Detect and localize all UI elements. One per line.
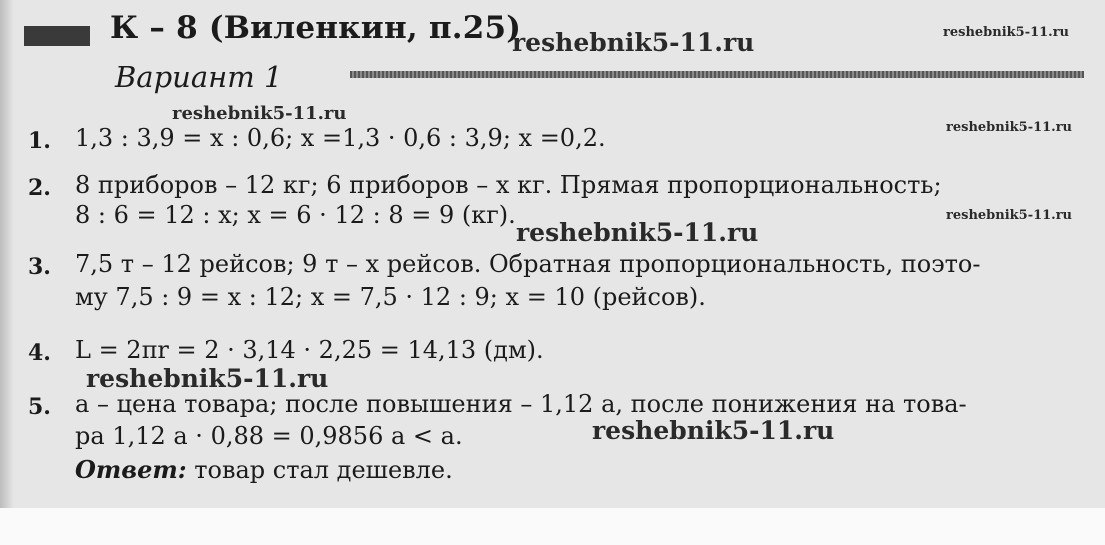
watermark: reshebnik5-11.ru (516, 218, 759, 247)
item-number: 4. (28, 340, 51, 366)
variant-heading: Вариант 1 (115, 60, 283, 94)
page-title: К – 8 (Виленкин, п.25) (110, 10, 522, 46)
item-text: a – цена товара; после повышения – 1,12 a, после понижения на това- (75, 390, 967, 418)
watermark: reshebnik5-11.ru (512, 28, 755, 57)
answer-text: товар стал дешевле. (194, 456, 453, 484)
scan-bottom-margin (0, 508, 1105, 545)
item-text: L = 2πr = 2 · 3,14 · 2,25 = 14,13 (дм). (75, 336, 544, 364)
watermark: reshebnik5-11.ru (86, 364, 329, 393)
item-number: 2. (28, 175, 51, 201)
item-text: 7,5 т – 12 рейсов; 9 т – x рейсов. Обратная пропорциональность, поэто- (75, 250, 981, 278)
watermark: reshebnik5-11.ru (943, 25, 1070, 40)
item-text: му 7,5 : 9 = x : 12; x = 7,5 · 12 : 9; x = 10 (рейсов). (75, 283, 706, 311)
answer-line (75, 455, 453, 484)
item-text: 8 : 6 = 12 : x; x = 6 · 12 : 8 = 9 (кг). (75, 201, 516, 229)
watermark: reshebnik5-11.ru (172, 103, 347, 124)
answer-label: Ответ: (75, 455, 187, 484)
header-marker-block (24, 26, 90, 46)
item-text: 1,3 : 3,9 = x : 0,6; x =1,3 · 0,6 : 3,9; x =0,2. (75, 124, 606, 152)
page-binding-shadow (0, 0, 14, 510)
item-number: 3. (28, 254, 51, 280)
item-number: 5. (28, 394, 51, 420)
watermark: reshebnik5-11.ru (946, 120, 1073, 135)
header-rule (350, 71, 1084, 78)
watermark: reshebnik5-11.ru (592, 416, 835, 445)
item-number: 1. (28, 128, 51, 154)
item-text: 8 приборов – 12 кг; 6 приборов – x кг. Прямая пропорциональность; (75, 171, 942, 199)
item-text: ра 1,12 a · 0,88 = 0,9856 a < a. (75, 422, 463, 450)
watermark: reshebnik5-11.ru (946, 208, 1073, 223)
